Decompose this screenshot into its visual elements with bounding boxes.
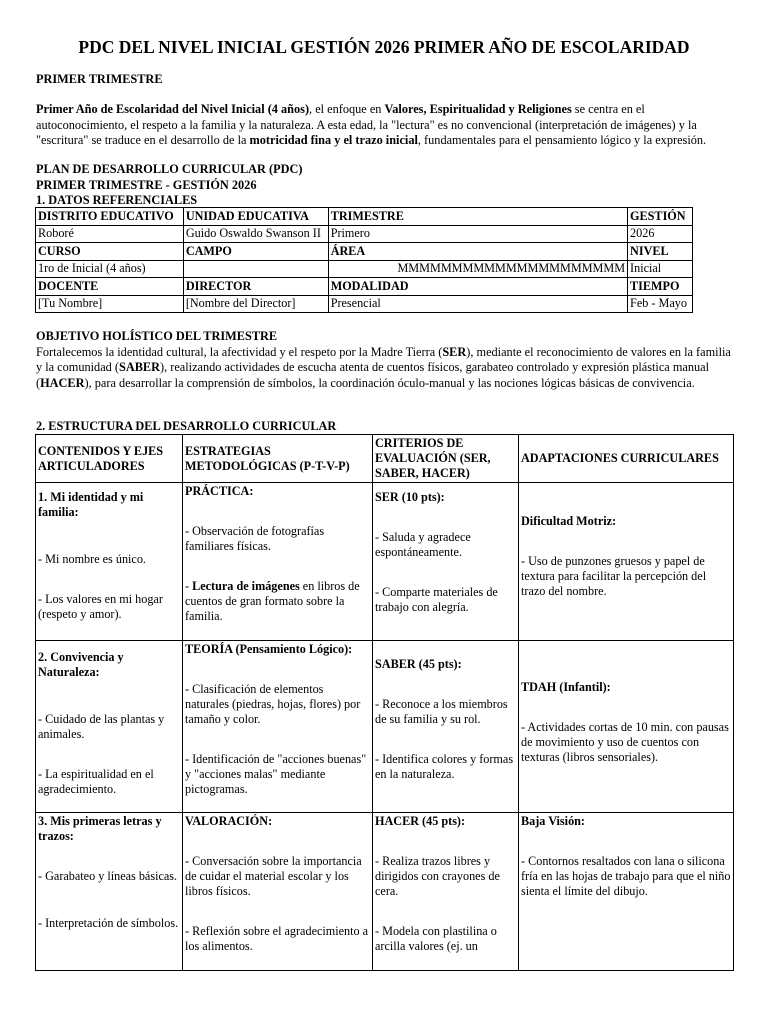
trimester-heading: PRIMER TRIMESTRE (36, 72, 163, 86)
table-cell: VALORACIÓN: - Conversación sobre la importancia de cuidar el material escolar y los libros físicos. - Reflexión sobre el agradecimiento a los alimentos. (183, 813, 373, 971)
table-cell: HACER (45 pts): - Realiza trazos libres y dirigidos con crayones de cera. - Modela con plastilina o arcilla valores (ej. un (373, 813, 519, 971)
table-cell: SER (10 pts): - Saluda y agradece espontáneamente. - Comparte materiales de trabajo con alegría. (373, 483, 519, 641)
table-row (36, 813, 734, 971)
table-cell: 3. Mis primeras letras y trazos: - Garabateo y líneas básicas. - Interpretación de símbolos. (36, 813, 183, 971)
curricular-structure-table (35, 434, 734, 971)
table-cell: TDAH (Infantil): - Actividades cortas de 10 min. con pausas de movimiento y uso de cuentos con texturas (libros sensoriales). (519, 641, 734, 813)
table-cell: Baja Visión: - Contornos resaltados con lana o silicona fría en las hojas de trabajo para que el niño sienta el límite del dibujo. (519, 813, 734, 971)
table-row (36, 641, 734, 813)
table-cell: TEORÍA (Pensamiento Lógico): - Clasificación de elementos naturales (piedras, hojas, flores) por tamaño y color. - Identificación de "acciones buenas" y "acciones malas" mediante pictogramas. (183, 641, 373, 813)
table-row: [Tu Nombre] [Nombre del Director] Presencial Feb - Mayo (36, 295, 693, 313)
table-cell: PRÁCTICA: - Observación de fotografías familiares físicas. - Lectura de imágenes en libros de cuentos de gran formato sobre la familia. (183, 483, 373, 641)
table-cell: 2. Convivencia y Naturaleza: - Cuidado de las plantas y animales. - La espiritualidad en el agradecimiento. (36, 641, 183, 813)
table-row: 1ro de Inicial (4 años) MMMMMMMMMMMMMMMMMMMMM Inicial (36, 260, 693, 278)
table-cell: SABER (45 pts): - Reconoce a los miembros de su familia y su rol. - Identifica colores y formas en la naturaleza. (373, 641, 519, 813)
table-row: CURSO CAMPO ÁREA NIVEL (36, 243, 693, 261)
reference-data-table (35, 207, 693, 313)
table-row (36, 483, 734, 641)
plan-heading: PLAN DE DESARROLLO CURRICULAR (PDC) PRIMER TRIMESTRE - GESTIÓN 2026 1. DATOS REFERENCIALES (36, 162, 303, 207)
table-cell: 1. Mi identidad y mi familia: - Mi nombre es único. - Los valores en mi hogar (respeto y amor). (36, 483, 183, 641)
document-title: PDC DEL NIVEL INICIAL GESTIÓN 2026 PRIMER AÑO DE ESCOLARIDAD (78, 37, 690, 57)
table-header-row: CONTENIDOS Y EJES ARTICULADORES ESTRATEGIAS METODOLÓGICAS (P-T-V-P) CRITERIOS DE EVALUACIÓN (SER, SABER, HACER) ADAPTACIONES CURRICULARES (36, 435, 734, 483)
intro-paragraph: Primer Año de Escolaridad del Nivel Inicial (4 años), el enfoque en Valores, Espiritualidad y Religiones se centra en el autoconocimiento, el respeto a la familia y la naturaleza. A esta edad, la "lectura" es no convencional (interpretación de imágenes) y la "escritura" se traduce en el desarrollo de la motricidad fina y el trazo inicial, fundamentales para el pensamiento lógico y la expresión. (36, 102, 707, 147)
holistic-objective: OBJETIVO HOLÍSTICO DEL TRIMESTRE Fortalecemos la identidad cultural, la afectividad y el respeto por la Madre Tierra (SER), mediante el reconocimiento de valores en la familia y la comunidad (SABER), realizando actividades de escucha atenta de cuentos físicos, garabateo controlado y expresión plástica manual (HACER), para desarrollar la comprensión de símbolos, la coordinación óculo-manual y las nociones lógicas básicas de convivencia. (36, 329, 731, 390)
table-row: Roboré Guido Oswaldo Swanson II Primero 2026 (36, 225, 693, 243)
table-row: DOCENTE DIRECTOR MODALIDAD TIEMPO (36, 278, 693, 296)
table-cell: Dificultad Motriz: - Uso de punzones gruesos y papel de textura para facilitar la percepción del trazo del nombre. (519, 483, 734, 641)
table-row: DISTRITO EDUCATIVO UNIDAD EDUCATIVA TRIMESTRE GESTIÓN (36, 208, 693, 226)
structure-heading: 2. ESTRUCTURA DEL DESARROLLO CURRICULAR (36, 419, 337, 433)
